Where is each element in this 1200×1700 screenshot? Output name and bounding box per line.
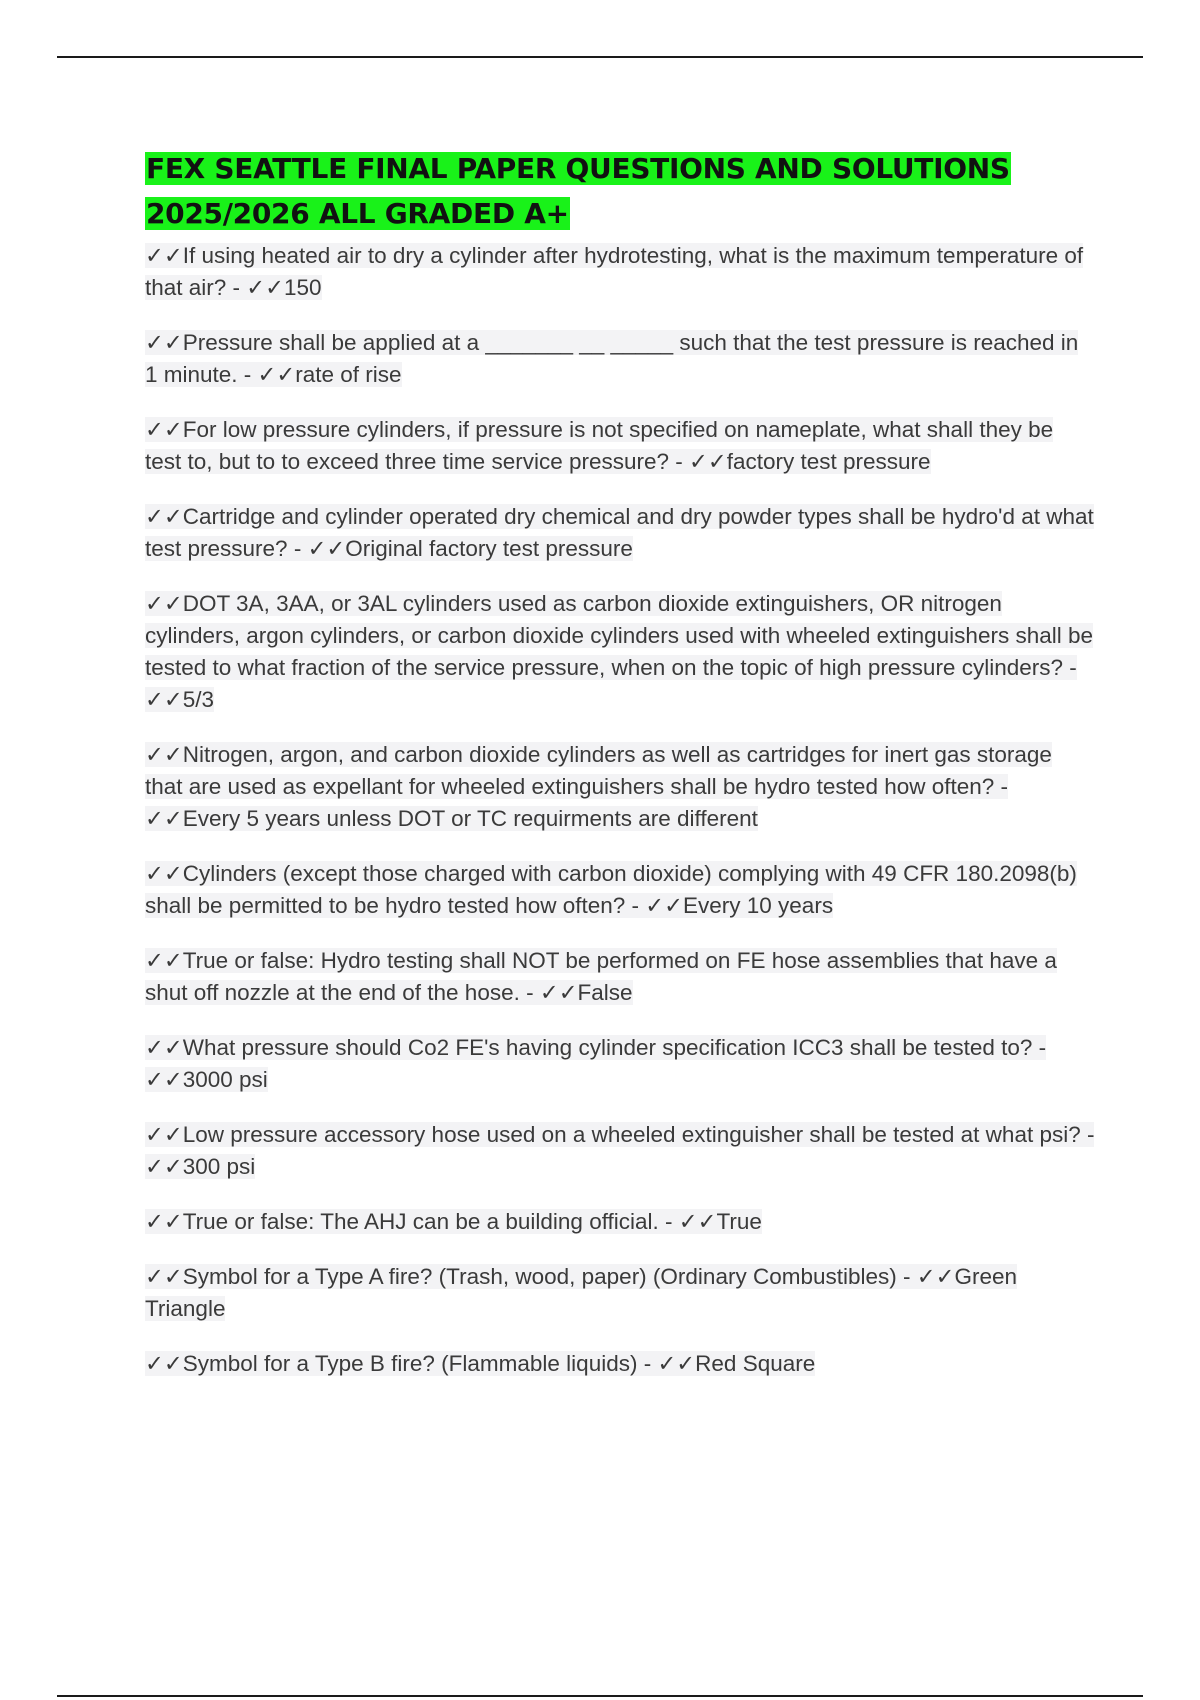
qa-text: ✓✓Cartridge and cylinder operated dry chemical and dry powder types shall be hydro'd at what test pressure? - ✓✓Original factory test pressure [145,504,1094,561]
qa-item-12 [145,1261,1095,1325]
qa-text: ✓✓True or false: Hydro testing shall NOT be performed on FE hose assemblies that have a shut off nozzle at the end of the hose. - ✓✓False [145,948,1057,1005]
qa-text: ✓✓For low pressure cylinders, if pressure is not specified on nameplate, what shall they be test to, but to to exceed three time service pressure? - ✓✓factory test pressure [145,417,1054,474]
bottom-rule [57,1695,1143,1697]
qa-item-10 [145,1119,1095,1183]
qa-item-5 [145,588,1095,716]
qa-text: ✓✓If using heated air to dry a cylinder after hydrotesting, what is the maximum temperature of that air? - ✓✓150 [145,243,1084,300]
qa-text: ✓✓Symbol for a Type B fire? (Flammable liquids) - ✓✓Red Square [145,1351,816,1376]
qa-item-13 [145,1348,1095,1380]
qa-item-8 [145,945,1095,1009]
qa-item-1 [145,240,1095,304]
page-content [145,146,1095,1403]
qa-text: ✓✓True or false: The AHJ can be a building official. - ✓✓True [145,1209,762,1234]
qa-item-9 [145,1032,1095,1096]
qa-text: ✓✓Cylinders (except those charged with carbon dioxide) complying with 49 CFR 180.2098(b) shall be permitted to be hydro tested how often? - ✓✓Every 10 years [145,861,1077,918]
qa-item-4 [145,501,1095,565]
qa-text: ✓✓Low pressure accessory hose used on a wheeled extinguisher shall be tested at what psi? - ✓✓300 psi [145,1122,1095,1179]
qa-item-11 [145,1206,1095,1238]
qa-text: ✓✓What pressure should Co2 FE's having cylinder specification ICC3 shall be tested to? - ✓✓3000 psi [145,1035,1047,1092]
qa-item-6 [145,739,1095,835]
document-title [145,146,1095,236]
qa-text: ✓✓DOT 3A, 3AA, or 3AL cylinders used as carbon dioxide extinguishers, OR nitrogen cylinders, argon cylinders, or carbon dioxide cylinders used with wheeled extinguishers shall be tested to what fraction of the service pressure, when on the topic of high pressure cylinders? - ✓✓5/3 [145,591,1093,712]
qa-text: ✓✓Nitrogen, argon, and carbon dioxide cylinders as well as cartridges for inert gas storage that are used as expellant for wheeled extinguishers shall be hydro tested how often? - ✓✓Every 5 years unless DOT or TC requirments are different [145,742,1052,831]
qa-item-2 [145,327,1095,391]
qa-item-3 [145,414,1095,478]
top-rule [57,56,1143,58]
qa-text: ✓✓Pressure shall be applied at a _______ __ _____ such that the test pressure is reached in 1 minute. - ✓✓rate of rise [145,330,1079,387]
qa-text: ✓✓Symbol for a Type A fire? (Trash, wood, paper) (Ordinary Combustibles) - ✓✓Green Triangle [145,1264,1017,1321]
document-title-text: FEX SEATTLE FINAL PAPER QUESTIONS AND SOLUTIONS 2025/2026 ALL GRADED A+ [146,152,1010,230]
qa-item-7 [145,858,1095,922]
